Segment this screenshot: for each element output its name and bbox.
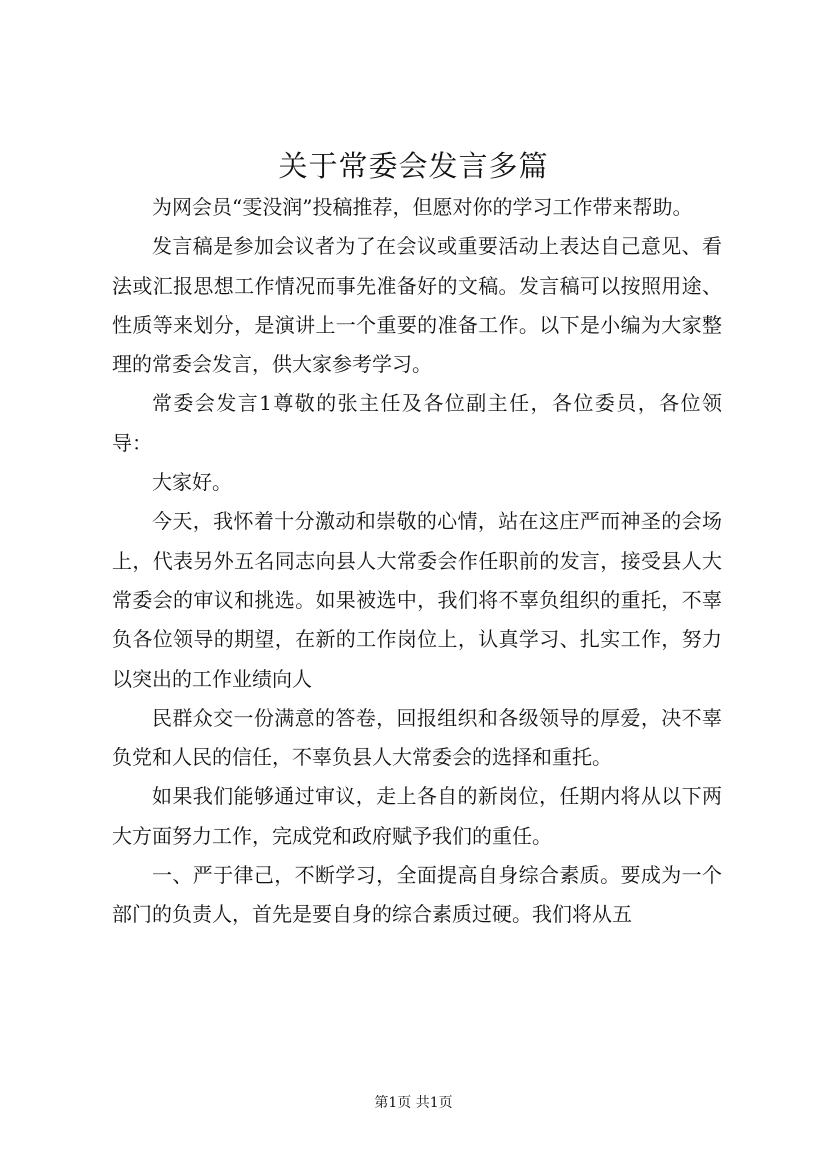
paragraph: 一、严于律己，不断学习，全面提高自身综合素质。要成为一个部门的负责人，首先是要自身的综合素质过硬。我们将从五 <box>112 863 722 927</box>
paragraph: 大家好。 <box>152 470 232 495</box>
paragraph: 常委会发言1尊敬的张主任及各位副主任，各位委员，各位领导： <box>112 391 722 455</box>
document-title: 关于常委会发言多篇 <box>278 149 549 183</box>
paragraph: 发言稿是参加会议者为了在会议或重要活动上表达自己意见、看法或汇报思想工作情况而事先准备好的文稿。发言稿可以按照用途、性质等来划分，是演讲上一个重要的准备工作。以下是小编为大家整理的常委会发言，供大家参考学习。 <box>112 234 722 377</box>
paragraph: 为网会员“雯没润”投稿推荐，但愿对你的学习工作带来帮助。 <box>152 195 693 219</box>
page-footer: 第1页 共1页 <box>374 1095 453 1111</box>
paragraph: 今天，我怀着十分激动和崇敬的心情，站在这庄严而神圣的会场上，代表另外五名同志向县人大常委会作任职前的发言，接受县人大常委会的审议和挑选。如果被选中，我们将不辜负组织的重托，不辜负各位领导的期望，在新的工作岗位上，认真学习、扎实工作，努力以突出的工作业绩向人 <box>112 509 722 691</box>
paragraph: 民群众交一份满意的答卷，回报组织和各级领导的厚爱，决不辜负党和人民的信任，不辜负县人大常委会的选择和重托。 <box>112 705 722 770</box>
document-body <box>112 188 722 935</box>
paragraph: 如果我们能够通过审议，走上各自的新岗位，任期内将从以下两大方面努力工作，完成党和政府赋予我们的重任。 <box>112 784 722 848</box>
